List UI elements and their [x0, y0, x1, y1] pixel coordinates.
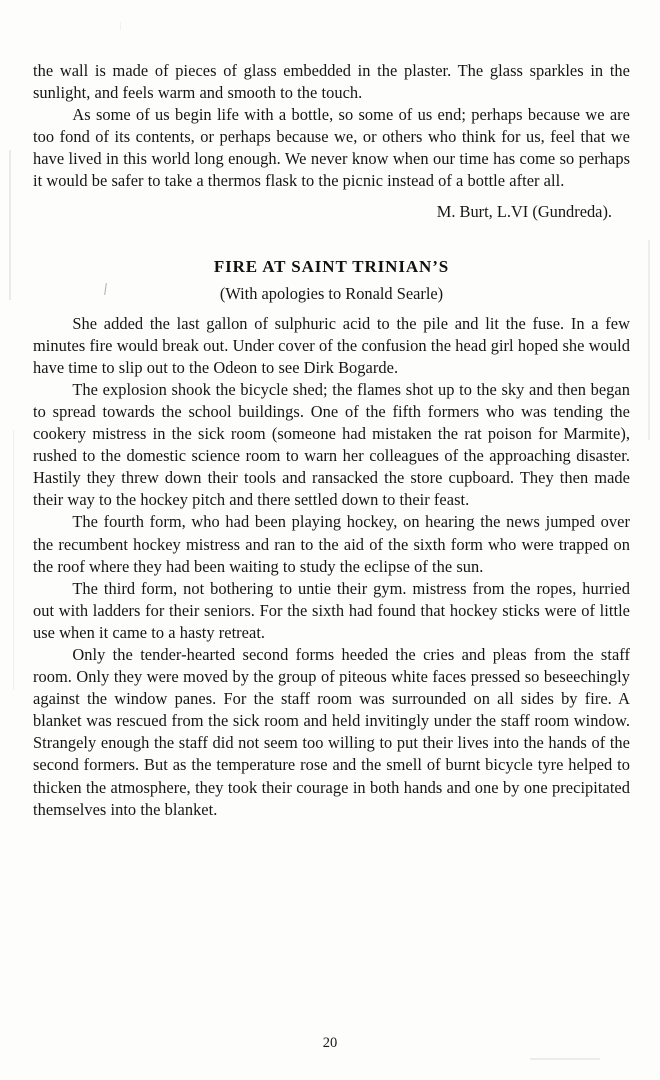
scan-artifact — [648, 240, 650, 440]
scan-artifact — [13, 430, 14, 690]
scan-artifact — [9, 150, 11, 300]
section-subtitle: (With apologies to Ronald Searle) — [219, 283, 444, 303]
paragraph-fourth-form: The fourth form, who had been playing hockey, on hearing the news jumped over the recumbent hockey mistress and ran to the aid of the sixth form who were trapped on the roof where they had been waiting to study the eclipse of the sun. — [33, 512, 630, 576]
scan-artifact — [530, 1058, 600, 1060]
paragraph-explosion: The explosion shook the bicycle shed; the flames shot up to the sky and then began to spread towards the school buildings. One of the fifth formers who was tending the cookery mistress in the sick room (someone had mistaken the rat poison for Marmite), rushed to the domestic science room to warn her colleagues of the approaching disaster. Hastily they threw down their tools and ransacked the store cupboard. They then made their way to the hockey pitch and there settled down to their feast. — [33, 379, 630, 510]
page-body — [33, 60, 630, 821]
paragraph-glass-wall: the wall is made of pieces of glass embedded in the plaster. The glass sparkles in the sunlight, and feels warm and smooth to the touch. — [33, 61, 630, 103]
paragraph-bottle: As some of us begin life with a bottle, so some of us end; perhaps because we are too fond of its contents, or perhaps because we, or others who think for us, feel that we have lived in this world long enough. We never know when our time has come so perhaps it would be safer to take a thermos flask to the picnic instead of a bottle after all. — [33, 105, 630, 191]
spacer — [33, 304, 630, 313]
paragraph-second-forms: Only the tender-hearted second forms heeded the cries and pleas from the staff room. Only they were moved by the group of piteous white faces pressed so beseechingly against the window panes. For the staff room was surrounded on all sides by fire. A blanket was rescued from the sick room and held invitingly under the staff room window. Strangely enough the staff did not seem too willing to put their lives into the hands of the second formers. But as the temperature rose and the smell of burnt bicycle tyre helped to thicken the atmosphere, they took their courage in both hands and one by one precipitated themselves into the blanket. — [33, 644, 630, 819]
paragraph-third-form: The third form, not bothering to untie their gym. mistress from the ropes, hurried out with ladders for their seniors. For the sixth had found that hockey sticks were of little use when it came to a hasty retreat. — [33, 578, 630, 642]
scan-artifact — [120, 22, 121, 30]
paragraph-sulphuric-acid: She added the last gallon of sulphuric acid to the pile and lit the fuse. In a few minutes fire would break out. Under cover of the confusion the head girl hoped she would have time to slip out to the Odeon to see Dirk Bogarde. — [33, 313, 630, 377]
page-number: 20 — [322, 1035, 338, 1051]
article-attribution: M. Burt, L.VI (Gundreda). — [436, 201, 612, 221]
section-heading: FIRE AT SAINT TRINIAN’S — [213, 256, 450, 276]
